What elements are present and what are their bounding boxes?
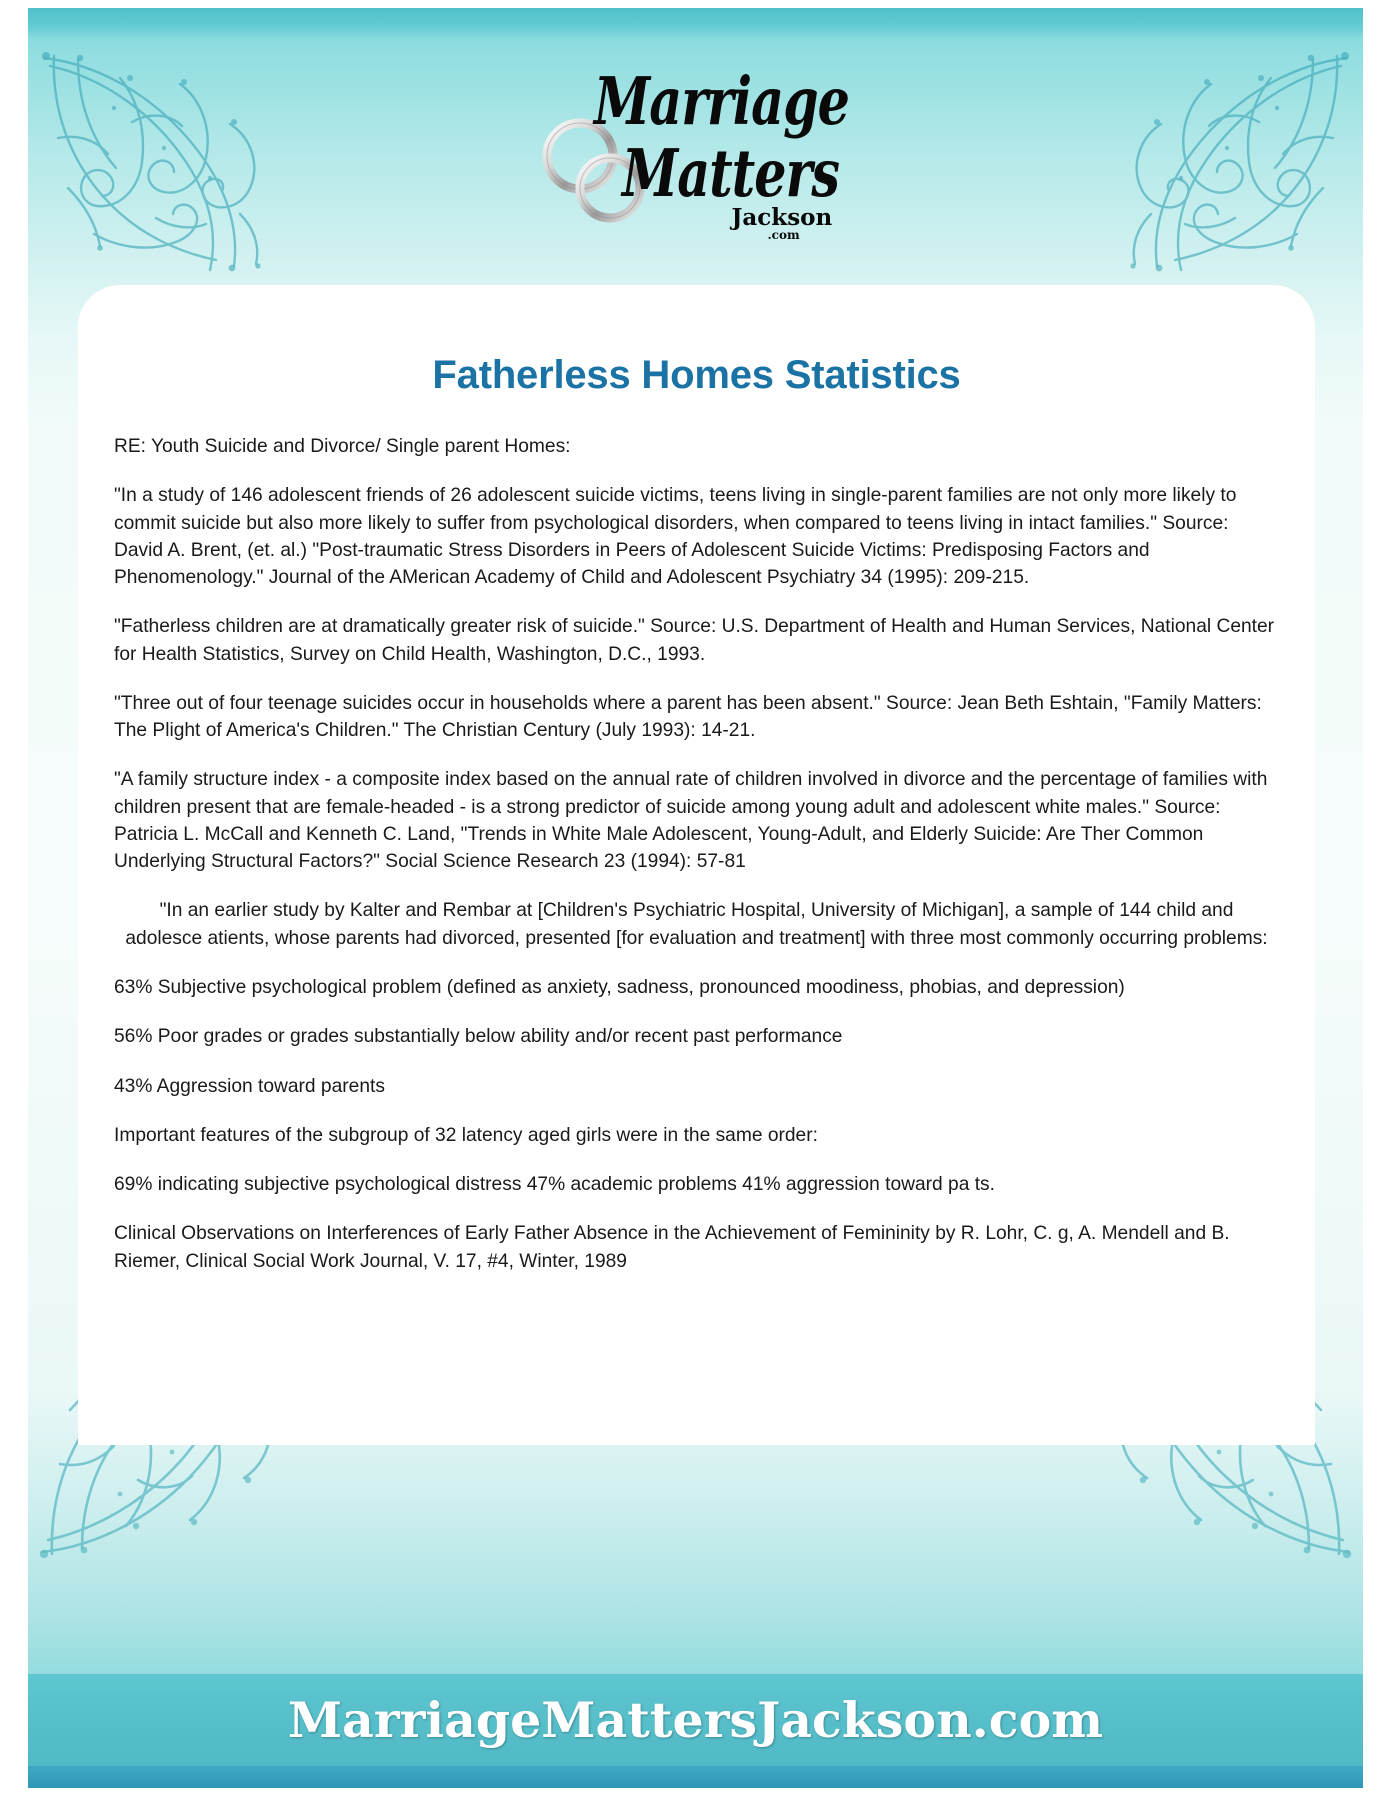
paragraph-stat-63: 63% Subjective psychological problem (defined as anxiety, sadness, pronounced moodiness, phobias, and depression) [114, 976, 1125, 998]
site-logo [0, 52, 1391, 262]
document-body [114, 433, 1279, 1297]
paragraph-eshtain-quote: "Three out of four teenage suicides occur in households where a parent has been absent." Source: Jean Beth Eshtain, "Family Matters: The Plight of America's Children." The Christian Century (July 1993): 14-21. [114, 692, 1262, 742]
top-accent-strip [28, 8, 1363, 38]
logo-text-matters: Matters [621, 134, 839, 213]
bottom-accent-strip [28, 1766, 1363, 1788]
footer-website-url: MarriageMattersJackson.com [287, 1691, 1104, 1749]
content-card [78, 285, 1315, 1445]
paragraph-hhs-quote: "Fatherless children are at dramatically greater risk of suicide." Source: U.S. Department of Health and Human Services, National Center for Health Statistics, Survey on Child Health, Washington, D.C., 1993. [114, 616, 1275, 665]
logo-text-marriage: Marriage [593, 62, 849, 141]
paragraph-lohr-citation: Clinical Observations on Interferences of Early Father Absence in the Achievement of Femininity by R. Lohr, C. g, A. Mendell and B. Riemer, Clinical Social Work Journal, V. 17, #4, Winter, 1989 [114, 1223, 1230, 1272]
paragraph-kalter-rembar-intro: "In an earlier study by Kalter and Rembar at [Children's Psychiatric Hospital, University of Michigan], a sample of 144 child and adolesce atients, whose parents had divorced, presented [for evaluation and treatment] with three most commonly occurring problems: [125, 900, 1268, 949]
paragraph-stat-43: 43% Aggression toward parents [114, 1075, 385, 1097]
footer-banner [28, 1674, 1363, 1766]
paragraph-brent-quote: "In a study of 146 adolescent friends of 26 adolescent suicide victims, teens living in single-parent families are not only more likely to commit suicide but also more likely to suffer from psychological disorders, when compared to teens living in intact families." Source: David A. Brent, (et. al.) "Post-traumatic Stress Disorders in Peers of Adolescent Suicide Victims: Predisposing Factors and Phenomenology." Journal of the AMerican Academy of Child and Adolescent Psychiatry 34 (1995): 209-215. [114, 485, 1237, 589]
paragraph-re-line: RE: Youth Suicide and Divorce/ Single parent Homes: [114, 436, 571, 457]
logo-text-jackson: Jackson [731, 204, 833, 231]
page-title: Fatherless Homes Statistics [432, 353, 961, 397]
paragraph-subgroup-intro: Important features of the subgroup of 32 latency aged girls were in the same order: [114, 1124, 818, 1146]
logo-text-dotcom: .com [767, 228, 800, 242]
paragraph-stat-56: 56% Poor grades or grades substantially below ability and/or recent past performance [114, 1026, 843, 1048]
paragraph-mccall-land-quote: "A family structure index - a composite index based on the annual rate of children involved in divorce and the percentage of families with children present that are female-headed - is a strong predictor of suicide among young adult and adolescent white males." Source: Patricia L. McCall and Kenneth C. Land, "Trends in White Male Adolescent, Young-Adult, and Elderly Suicide: Are Ther Common Underlying Structural Factors?" Social Science Research 23 (1994): 57-81 [114, 769, 1268, 873]
paragraph-subgroup-stats: 69% indicating subjective psychological distress 47% academic problems 41% aggression toward pa ts. [114, 1174, 995, 1196]
